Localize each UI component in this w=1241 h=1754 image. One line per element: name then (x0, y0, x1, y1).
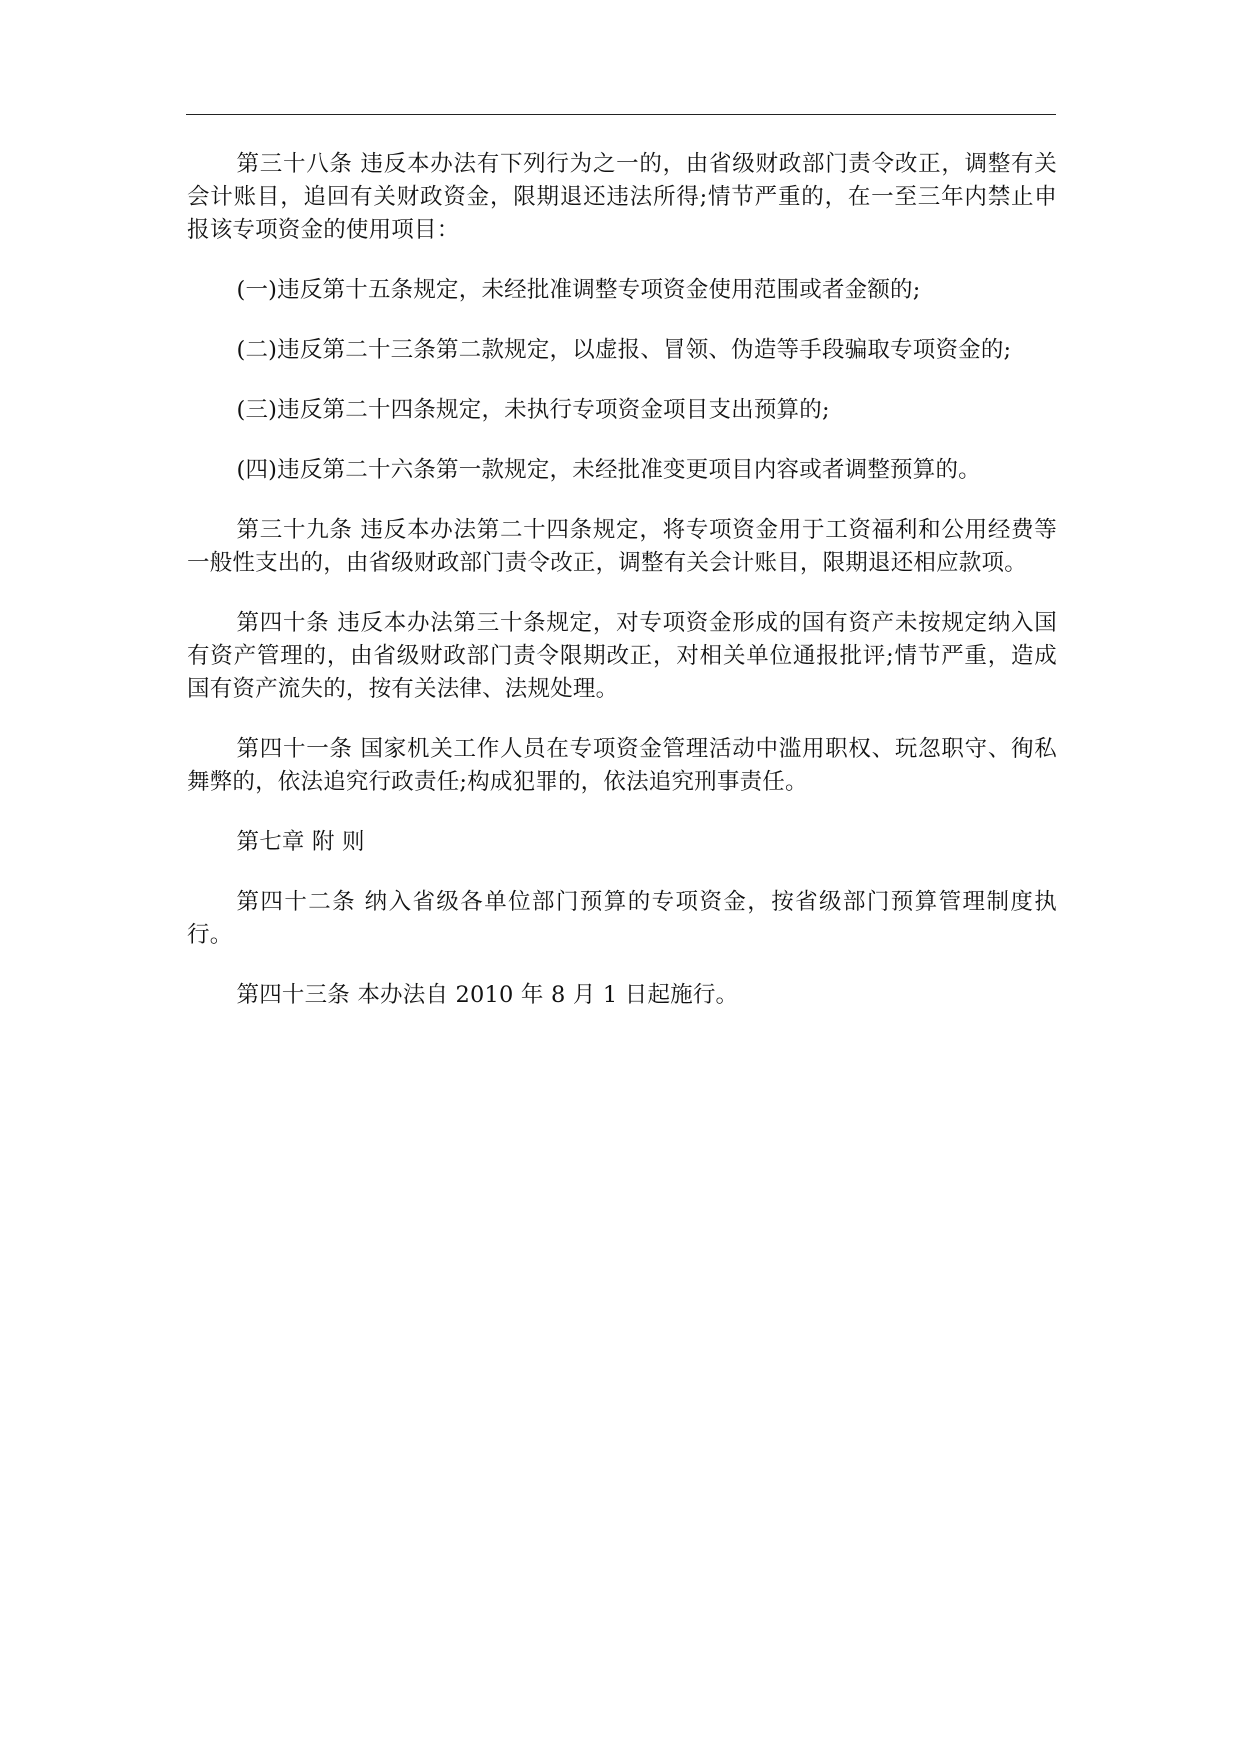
article-39: 第三十九条 违反本办法第二十四条规定，将专项资金用于工资福利和公用经费等一般性支出的，由省级财政部门责令改正，调整有关会计账目，限期退还相应款项。 (187, 517, 1057, 576)
document-body (187, 148, 1057, 1039)
article-41: 第四十一条 国家机关工作人员在专项资金管理活动中滥用职权、玩忽职守、徇私舞弊的，依法追究行政责任;构成犯罪的，依法追究刑事责任。 (187, 736, 1057, 795)
article-42: 第四十二条 纳入省级各单位部门预算的专项资金，按省级部门预算管理制度执行。 (187, 889, 1057, 948)
article-38-item-2: (二)违反第二十三条第二款规定，以虚报、冒领、伪造等手段骗取专项资金的; (236, 337, 1012, 363)
article-43: 第四十三条 本办法自 2010 年 8 月 1 日起施行。 (236, 982, 739, 1008)
article-40: 第四十条 违反本办法第三十条规定，对专项资金形成的国有资产未按规定纳入国有资产管理的，由省级财政部门责令限期改正，对相关单位通报批评;情节严重，造成国有资产流失的，按有关法律、法规处理。 (187, 610, 1057, 702)
article-38-item-3: (三)违反第二十四条规定，未执行专项资金项目支出预算的; (236, 397, 830, 423)
article-38-item-1: (一)违反第十五条规定，未经批准调整专项资金使用范围或者金额的; (236, 277, 921, 303)
article-38-item-4: (四)违反第二十六条第一款规定，未经批准变更项目内容或者调整预算的。 (236, 457, 981, 483)
chapter-7-heading: 第七章 附 则 (236, 829, 365, 855)
article-38: 第三十八条 违反本办法有下列行为之一的，由省级财政部门责令改正，调整有关会计账目，追回有关财政资金，限期退还违法所得;情节严重的，在一至三年内禁止申报该专项资金的使用项目： (187, 151, 1057, 243)
header-rule (186, 114, 1056, 115)
